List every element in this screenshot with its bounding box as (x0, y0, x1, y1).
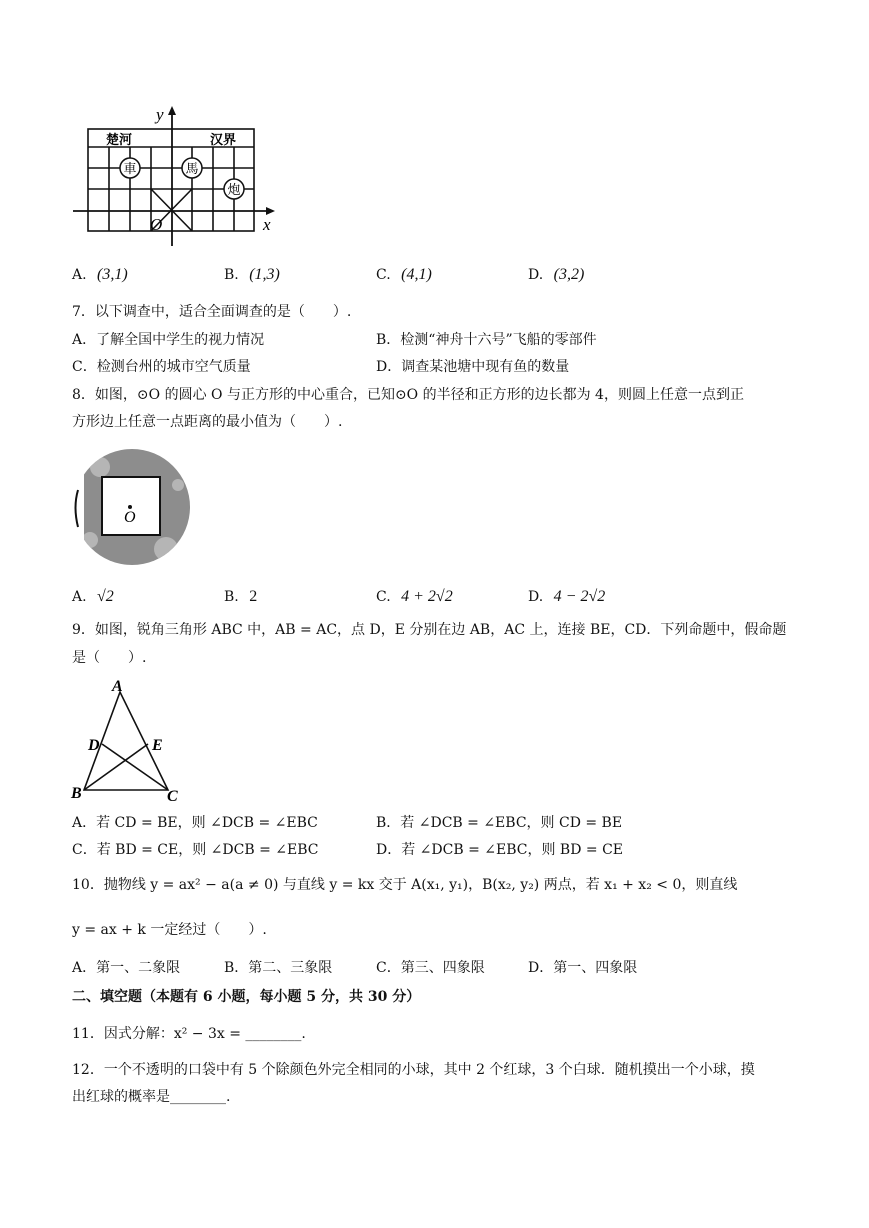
q8-stem-line1: 8．如图，⊙O 的圆心 O 与正方形的中心重合，已知⊙O 的半径和正方形的边长都为 4，则圆上任意一点到正 (72, 387, 744, 403)
q9-stem-line2: 是（ ）. (72, 650, 147, 666)
origin-label: O (150, 215, 163, 234)
q8-option-d[interactable]: D. 4 − 2√2 (528, 588, 606, 605)
q10-option-c[interactable]: C．第三、四象限 (376, 960, 485, 976)
q7-stem: 7．以下调查中，适合全面调查的是（ ）. (72, 304, 352, 320)
q11-text: 11．因式分解：x² − 3x = ________. (72, 1026, 306, 1042)
q6-option-c[interactable]: C. (4,1) (376, 266, 432, 283)
q7-option-a[interactable]: A．了解全国中学生的视力情况 (72, 332, 265, 348)
y-axis-label: y (156, 105, 164, 124)
svg-text:炮: 炮 (227, 182, 241, 197)
point-e-label: E (152, 737, 163, 754)
q6-option-b[interactable]: B. (1,3) (224, 266, 280, 283)
q9-option-a[interactable]: A．若 CD = BE，则 ∠DCB = ∠EBC (72, 815, 318, 831)
vertex-c-label: C (167, 788, 178, 805)
q6-option-d[interactable]: D. (3,2) (528, 266, 585, 283)
q10-stem-line1: 10．抛物线 y = ax² − a(a ≠ 0) 与直线 y = kx 交于 A(x₁, y₁)，B(x₂, y₂) 两点，若 x₁ + x₂ < 0，则直线 (72, 877, 738, 893)
q9-stem-line1: 9．如图，锐角三角形 ABC 中，AB = AC，点 D，E 分别在边 AB，AC 上，连接 BE，CD．下列命题中，假命题 (72, 622, 787, 638)
chessboard-coordinate-figure (70, 100, 280, 250)
q7-option-c[interactable]: C．检测台州的城市空气质量 (72, 359, 251, 375)
q10-option-b[interactable]: B．第二、三象限 (224, 960, 333, 976)
q10-stem-line2: y = ax + k 一定经过（ ）. (72, 922, 267, 938)
point-d-label: D (88, 737, 100, 754)
q6-option-a[interactable]: A. (3,1) (72, 266, 128, 283)
q9-option-b[interactable]: B．若 ∠DCB = ∠EBC，则 CD = BE (376, 815, 623, 831)
q10-option-d[interactable]: D．第一、四象限 (528, 960, 638, 976)
q8-option-a[interactable]: A. √2 (72, 588, 114, 605)
banner-right-text: 汉界 (210, 132, 237, 147)
chess-piece-horse (182, 158, 202, 178)
q9-option-d[interactable]: D．若 ∠DCB = ∠EBC，则 BD = CE (376, 842, 623, 858)
section-heading: 二、填空题（本题有 6 小题，每小题 5 分，共 30 分） (72, 989, 421, 1005)
q8-option-c[interactable]: C. 4 + 2√2 (376, 588, 453, 605)
chess-piece-chariot (120, 158, 140, 178)
q12-stem-line1: 12．一个不透明的口袋中有 5 个除颜色外完全相同的小球，其中 2 个红球，3 个白球．随机摸出一个小球，摸 (72, 1062, 755, 1078)
q12-stem-line2: 出红球的概率是________. (72, 1089, 231, 1105)
q10-option-a[interactable]: A．第一、二象限 (72, 960, 181, 976)
svg-text:馬: 馬 (185, 161, 199, 176)
circle-square-figure (70, 445, 195, 570)
banner-left-text: 楚河 (106, 132, 133, 147)
q7-option-d[interactable]: D．调查某池塘中现有鱼的数量 (376, 359, 570, 375)
q8-option-b[interactable]: B. 2 (224, 588, 258, 605)
circle-center-label: O (124, 509, 136, 526)
vertex-b-label: B (71, 785, 82, 802)
triangle-figure (70, 678, 190, 808)
vertex-a-label: A (112, 678, 123, 695)
chess-piece-cannon (224, 179, 244, 199)
q9-option-c[interactable]: C．若 BD = CE，则 ∠DCB = ∠EBC (72, 842, 319, 858)
q8-stem-line2: 方形边上任意一点距离的最小值为（ ）. (72, 414, 343, 430)
q7-option-b[interactable]: B．检测“神舟十六号”飞船的零部件 (376, 332, 597, 348)
svg-text:車: 車 (123, 161, 137, 176)
x-axis-label: x (263, 215, 271, 234)
